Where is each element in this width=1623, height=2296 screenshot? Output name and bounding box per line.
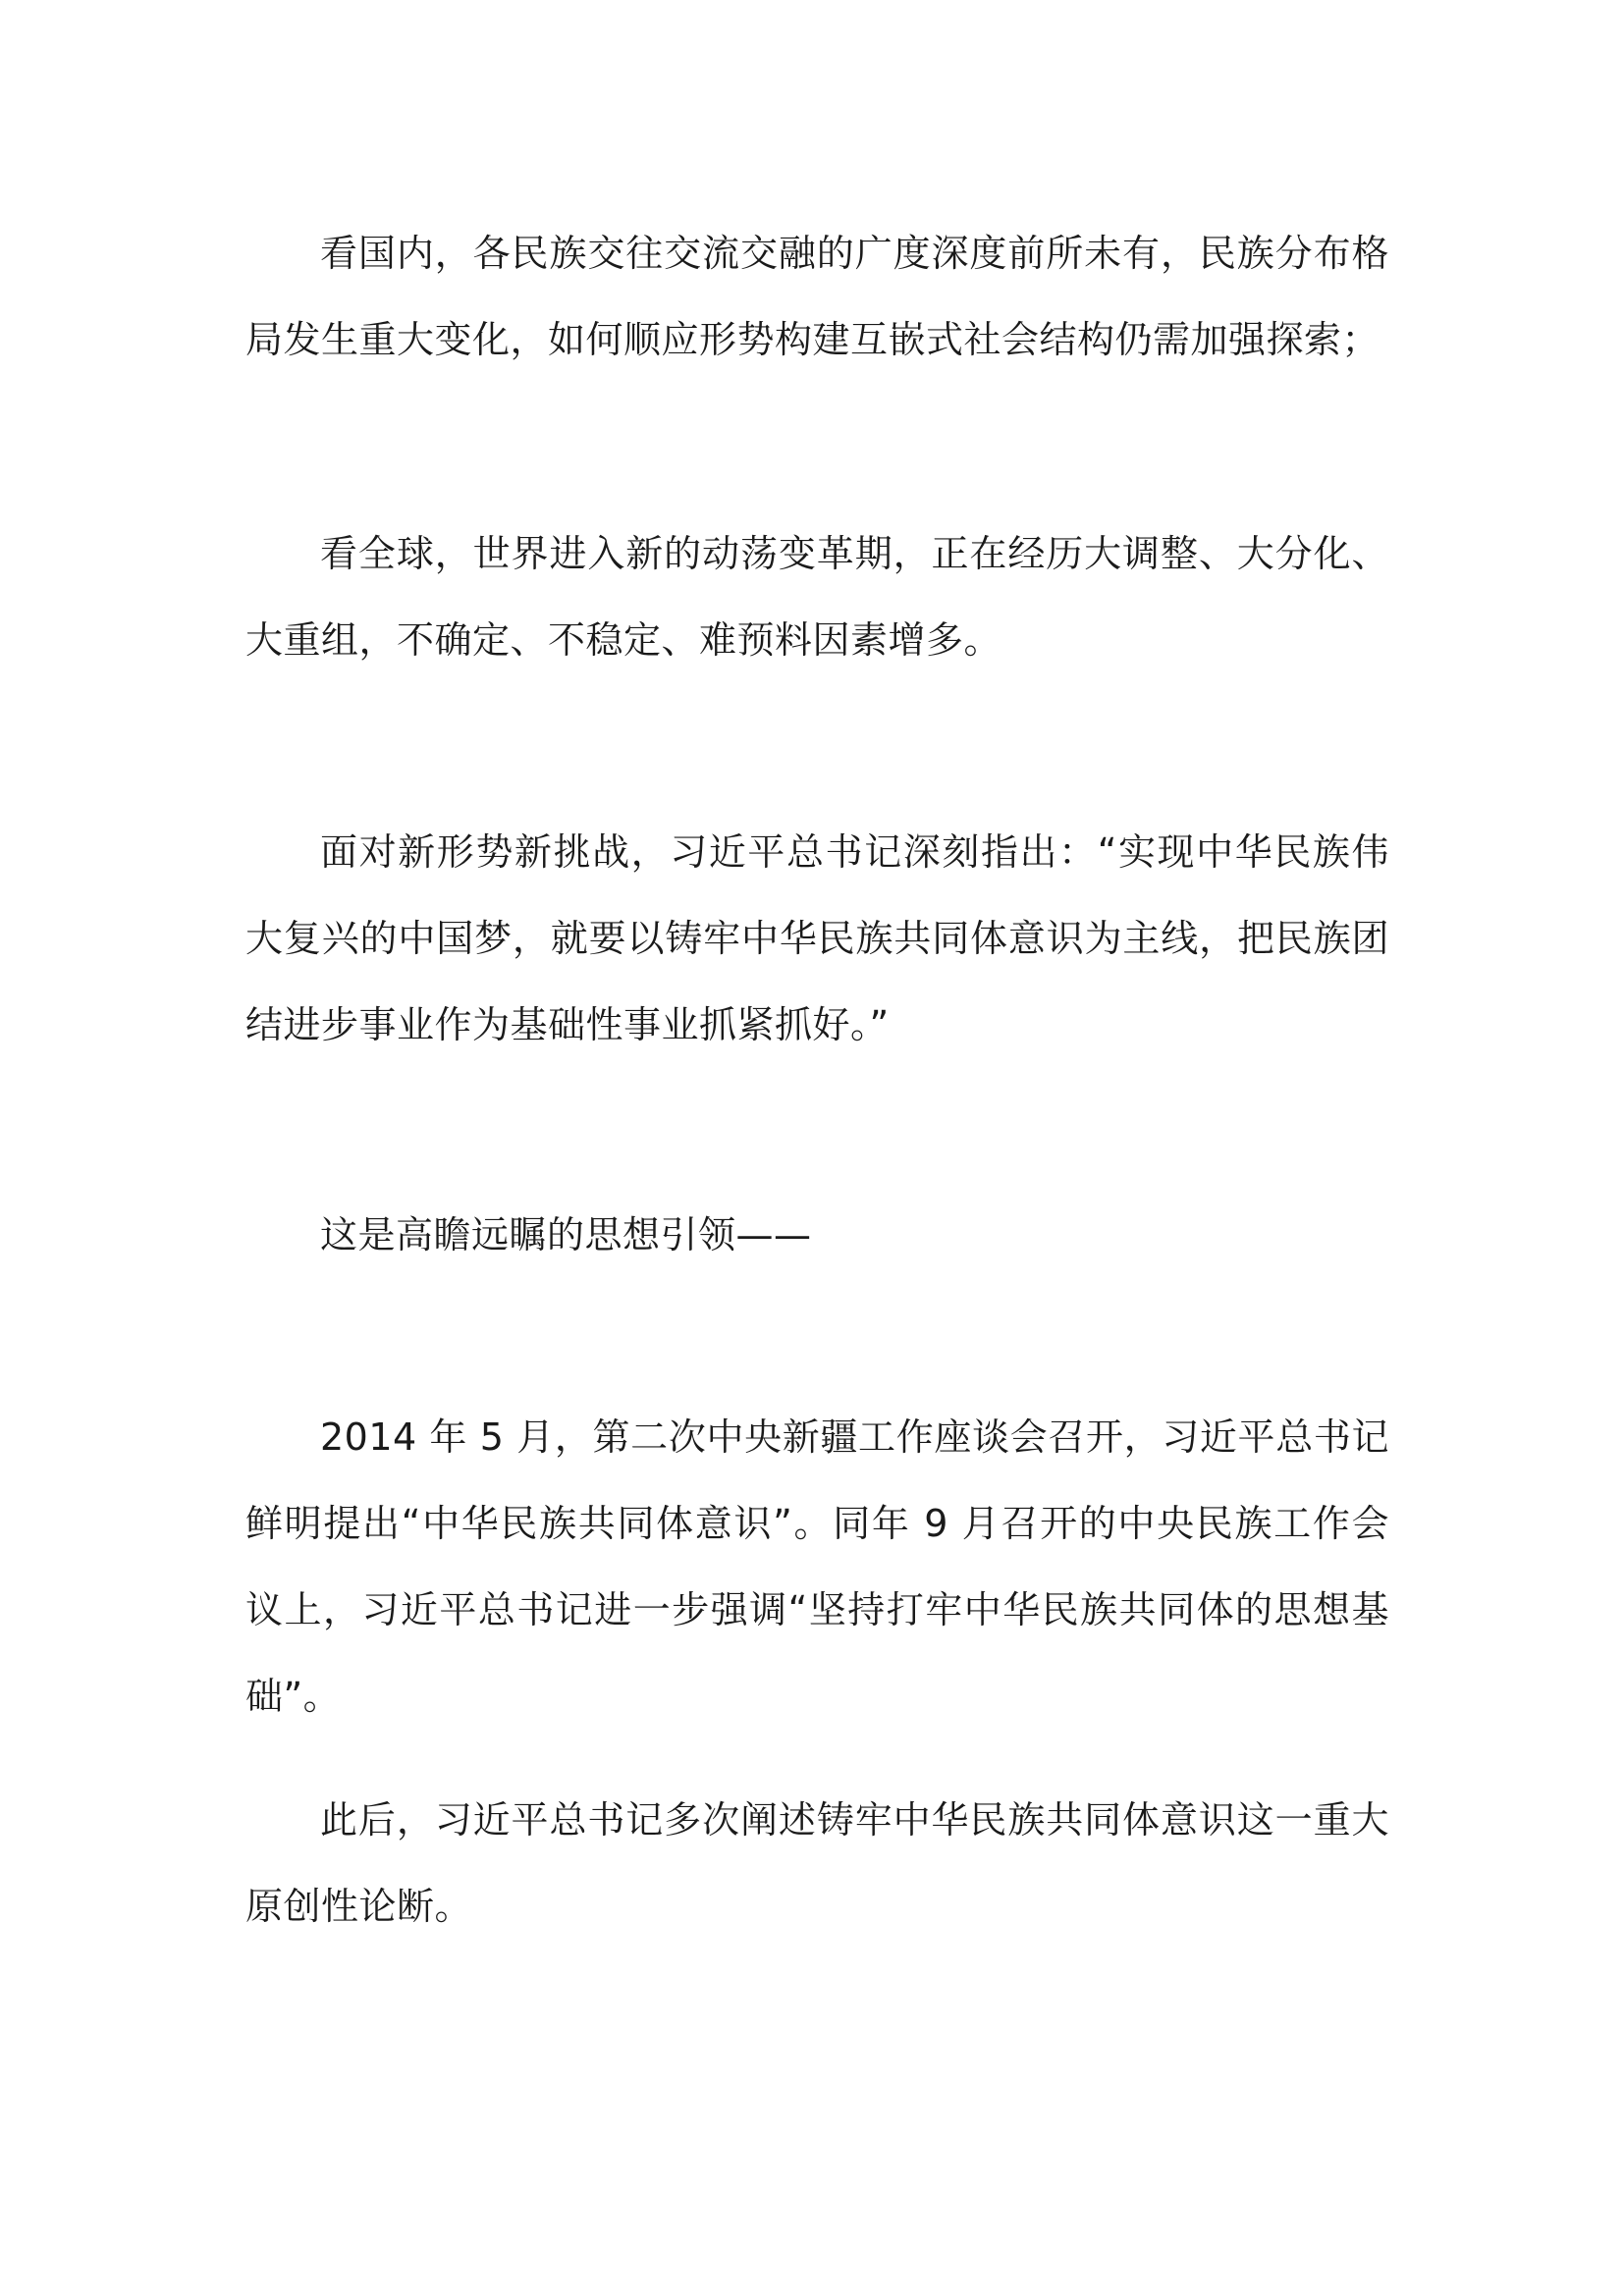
paragraph-thought-guidance: 这是高瞻远瞩的思想引领——	[320, 1213, 812, 1256]
paragraph-global: 看全球，世界进入新的动荡变革期，正在经历大调整、大分化、大重组，不确定、不稳定、难预料因素增多。	[245, 532, 1389, 662]
paragraph-2014-meeting: 2014 年 5 月，第二次中央新疆工作座谈会召开，习近平总书记鲜明提出“中华民族共同体意识”。同年 9 月召开的中央民族工作会议上，习近平总书记进一步强调“坚持打牢中华民族共同体的思想基础”。	[245, 1415, 1389, 1718]
paragraph-new-challenges: 面对新形势新挑战，习近平总书记深刻指出：“实现中华民族伟大复兴的中国梦，就要以铸牢中华民族共同体意识为主线，把民族团结进步事业作为基础性事业抓紧抓好。”	[245, 830, 1389, 1046]
paragraph-domestic: 看国内，各民族交往交流交融的广度深度前所未有，民族分布格局发生重大变化，如何顺应形势构建互嵌式社会结构仍需加强探索；	[245, 232, 1389, 361]
paragraph-original-thesis: 此后，习近平总书记多次阐述铸牢中华民族共同体意识这一重大原创性论断。	[245, 1798, 1389, 1928]
